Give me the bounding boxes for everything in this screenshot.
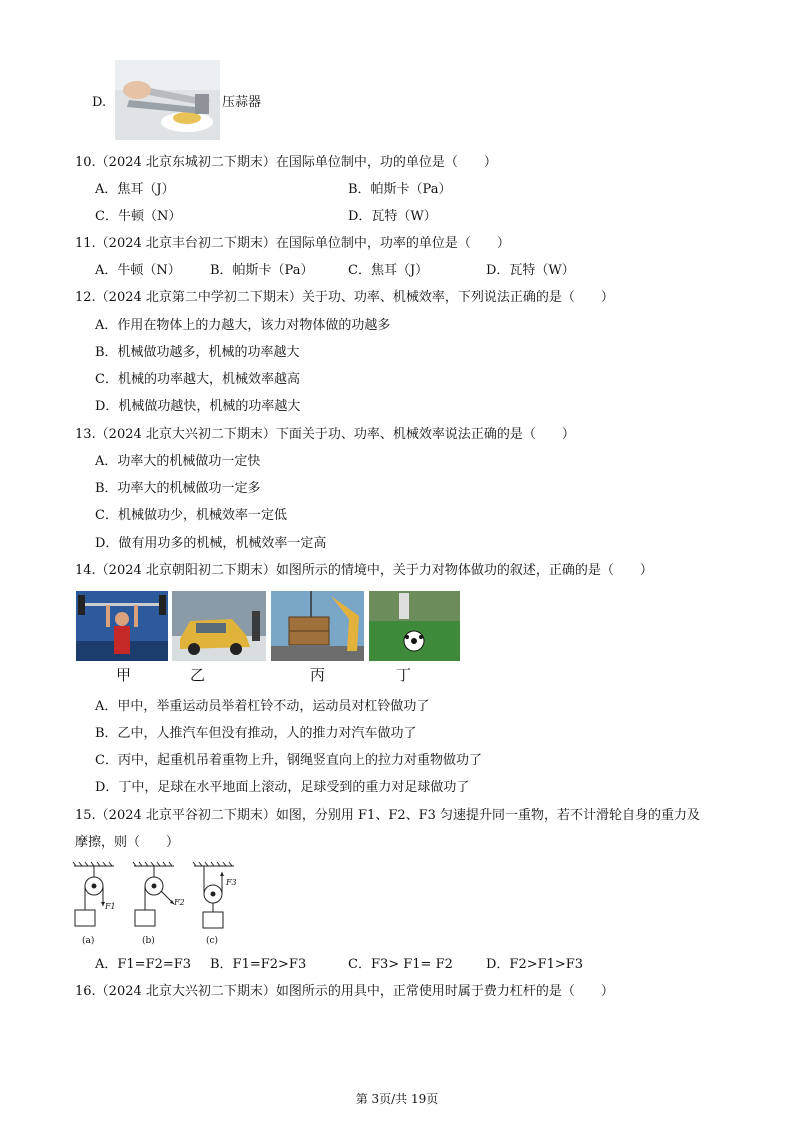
garlic-press-image [115,60,220,140]
q10-option-c: C．牛顿（N） [95,209,182,224]
q15-option-a: A．F1=F2=F3 [95,957,192,972]
q13-option-a: A．功率大的机械做功一定快 [95,454,261,469]
q12-option-c: C．机械的功率越大，机械效率越高 [95,372,300,387]
q13-option-b: B．功率大的机械做功一定多 [95,481,261,496]
q15-option-d: D．F2>F1>F3 [486,957,584,972]
question-12-stem: 12.（2024 北京第二中学初二下期末）关于功、功率、机械效率，下列说法正确的是（ ） [75,290,614,305]
q15-option-c: C．F3> F1= F2 [348,957,453,972]
question-16-stem: 16.（2024 北京大兴初二下期末）如图所示的用具中，正常使用时属于费力杠杆的是（ ） [75,984,614,999]
crane-image [271,591,364,661]
label-b: (b) [142,936,155,946]
q14-option-c: C．丙中，起重机吊着重物上升，钢绳竖直向上的拉力对重物做功了 [95,753,482,768]
q13-option-d: D．做有用功多的机械，机械效率一定高 [95,536,327,551]
question-15-stem-line1: 15.（2024 北京平谷初二下期末）如图，分别用 F1、F2、F3 匀速提升同一重物，若不计滑轮自身的重力及 [75,808,701,823]
page-footer: 第 3页/共 19页 [355,1092,439,1106]
q14-option-b: B．乙中，人推汽车但没有推动，人的推力对汽车做功了 [95,726,417,741]
label-f2: F2 [174,898,185,907]
q14-option-a: A．甲中，举重运动员举着杠铃不动，运动员对杠铃做功了 [95,699,430,714]
question-10-stem: 10.（2024 北京东城初二下期末）在国际单位制中，功的单位是（ ） [75,155,497,170]
question-15-stem-line2: 摩擦，则（ ） [75,835,180,850]
label-a: (a) [82,936,95,946]
q10-option-b: B．帕斯卡（Pa） [348,182,452,197]
caption-jia: 甲 [116,666,132,684]
q11-option-b: B．帕斯卡（Pa） [210,263,314,278]
q15-option-b: B．F1=F2>F3 [210,957,307,972]
pulley-diagram [70,858,240,950]
caption-yi: 乙 [190,666,206,684]
q9-option-d-caption: 压蒜器 [222,95,262,110]
label-f3: F3 [226,878,237,887]
q10-option-d: D．瓦特（W） [348,209,437,224]
question-14-stem: 14.（2024 北京朝阳初二下期末）如图所示的情境中，关于力对物体做功的叙述，正确的是（ ） [75,563,653,578]
q11-option-a: A．牛顿（N） [95,263,181,278]
question-13-stem: 13.（2024 北京大兴初二下期末）下面关于功、功率、机械效率说法正确的是（ ） [75,427,575,442]
q11-option-c: C．焦耳（J） [348,263,429,278]
caption-bing: 丙 [310,666,326,684]
label-f1: F1 [105,902,116,911]
q10-option-a: A．焦耳（J） [95,182,175,197]
q12-option-a: A．作用在物体上的力越大，该力对物体做的功越多 [95,318,391,333]
q13-option-c: C．机械做功少，机械效率一定低 [95,508,287,523]
q11-option-d: D．瓦特（W） [486,263,575,278]
soccer-ball-image [369,591,460,661]
q9-option-d-label: D. [92,95,107,110]
q12-option-b: B．机械做功越多，机械的功率越大 [95,345,300,360]
q12-option-d: D．机械做功越快，机械的功率越大 [95,399,301,414]
question-11-stem: 11.（2024 北京丰台初二下期末）在国际单位制中，功率的单位是（ ） [75,236,510,251]
label-c: (c) [206,936,219,946]
weightlifter-image [76,591,168,661]
push-car-image [172,591,266,661]
caption-ding: 丁 [396,666,412,684]
q14-option-d: D．丁中，足球在水平地面上滚动，足球受到的重力对足球做功了 [95,780,470,795]
